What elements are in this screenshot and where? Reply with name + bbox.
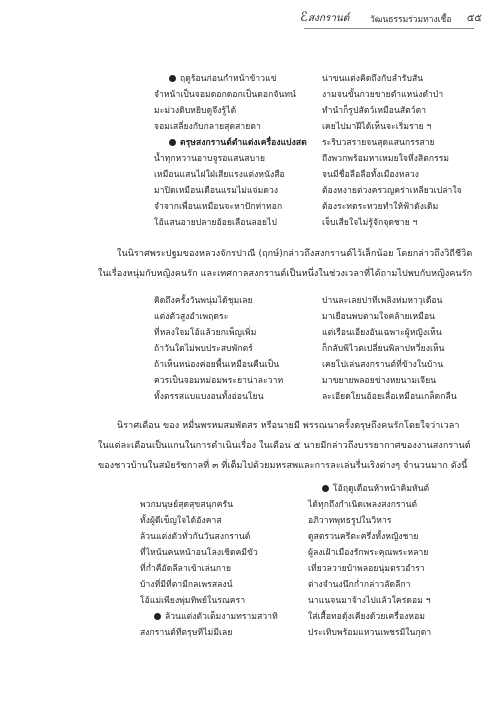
poem-line: โอ้แม่เพียงพุ่มทิพย์ในรณครา	[140, 596, 246, 606]
poem-line: ควรเป็นจอมหม่อมพระยาน่าละวาท	[154, 376, 284, 386]
poem-line: โอ้ฤดูเดือนห้าหน้าคิมหันต์	[322, 484, 429, 495]
paragraph-line: นิราศเดือน ของ หมื่นพรหมสมพัตสร หรือนายมี พรรณนาครั้งตรุษถึงคนรักโดยใจว่าเวลา	[117, 421, 460, 431]
poem-line: มาปิดเหมือนเดือนแรมไม่แจ่มดวง	[154, 186, 279, 196]
poem-line: ฤดูร้อนก่อนกำหน้าข้าวแข่	[169, 74, 277, 85]
poem-line: ที่ไหน้นคนหน้าอนโลงเชิดคมีขัว	[140, 548, 258, 558]
poem-line: พวกมนุษย์สุดสุขสนุกครัน	[140, 500, 234, 510]
poem-line: ถ้าวันใดไม่พบประสบพักตร์	[154, 344, 253, 354]
poem-line: เที่ยวลวายบ้าพลอยนุ่มตรวอำรา	[308, 564, 425, 574]
poem-line: มะม่วงดิบหยิบดูจึงรู้ได้	[154, 106, 237, 116]
poem-line: มาขยายพลอยข่างหยนามเจียน	[322, 376, 437, 386]
page-number: ๕๕	[466, 13, 482, 24]
poem-line: ประเทิบพร้อมแหวนเพชรมีในกุดา	[308, 628, 432, 638]
bullet-icon	[154, 613, 161, 620]
poem-line: ก็กลับพิไวตเปลี่ยนพิลาปหวี่ยงเห็น	[322, 344, 445, 354]
poem-line: จำจากเพื่อนเหมือนจะหาปักท่าทอก	[154, 202, 283, 212]
poem-line: ล้วนแต่งตัวเต็มงามทรามสวาทิ	[154, 612, 278, 623]
poem-line: ที่หลงใจมโอ้แล้วยกเพ็ญเพิ่ม	[154, 328, 257, 338]
poem-line: จำหน้าเป็นจอมดอกดอกเป็นดอกจันทน์	[154, 90, 296, 100]
poem-line: สงกรานต์ทีตรุษทีไม่มีเลย	[140, 628, 233, 638]
poem-line: ถึงพวกพร้อมหาเหมยใจหึ่งสิตกรรม	[322, 154, 450, 164]
header-logo	[300, 10, 349, 26]
poem-line: งามจนขั้นกวยขายตำแหน่งดำป่า	[322, 90, 444, 100]
bullet-icon	[169, 75, 176, 82]
bullet-icon	[169, 139, 176, 146]
poem-line: เคยไปมาฝีได้เห็นจะเริ่มราย ฯ	[322, 122, 432, 132]
poem-line: ระริบวสรายจนสุดแสนกรรสาย	[322, 138, 435, 148]
poem-line: เหมือนแสนไฝใฝ่เสียแรงแต่งหนังสือ	[154, 170, 285, 180]
header-title: วัฒนธรรมร่วมทางเชื้อ	[370, 15, 452, 25]
poem-line: บ้างที่มีที่ตามีกลเพรสลงน์	[140, 580, 233, 590]
poem-line: น่าขนแต่งคิดถึงกับลำรับสัน	[322, 74, 424, 84]
poem-line: เคยโปเล่นสงกรานต์ที่ข้างในบ้าน	[322, 360, 444, 370]
poem-line: โอ้แสนอายปลายอ้อยเลือนลอยไป	[154, 218, 277, 228]
paragraph-line: ในแต่ละเดือนเป็นแกนในการดำเนินเรื่อง ในเดือน ๕ นายมีกล่าวถึงบรรยากาศของงานสงกรานต์	[98, 441, 471, 451]
poem-line: แต่งตัวสูงอำเพฤดระ	[154, 312, 229, 322]
poem-line: ตรุษสงกรานต์ตำแต่งเครื่องแบ่งสด	[169, 138, 307, 149]
poem-line: จนมีชื่อลือลือทั้งเมืองหลวง	[322, 170, 420, 180]
poem-line: ทำนำก็รูปสัตว์เหมือนสัตว์ตา	[322, 106, 427, 116]
poem-line: เจ็บเสียใจไม่รู้จักจุดชาย ฯ	[322, 218, 418, 228]
poem-line: ต้องหงายต่วงครวญคร่าเหลียวเปล่าใจ	[322, 186, 462, 196]
poem-line: มาเยือนพบตามใจคล้ายเหมือน	[322, 312, 436, 322]
poem-line: ต้องระทดระทวยทำให้ฟ้าดังเดิม	[322, 202, 439, 212]
paragraph-line: ของชาวบ้านในสมัยรัชกาลที่ ๓ ที่เต็มไปด้วยมหรสพและการละเล่นรื่นเริงต่างๆ จำนวนมาก ดังนี้	[98, 461, 468, 471]
paragraph-line: ในนิราศพระปฐมของหลวงจักรปาณี (ฤกษ์)กล่าวถึงสงกรานต์ไว้เล็กน้อย โดยกล่าวถึงวิถีชีวิต	[117, 249, 473, 259]
poem-line: ทั้งตรรสแบแบงอนทั้งอ่อนโยน	[154, 392, 264, 402]
poem-line: ถ้าเห็นหน่องค่อยพื้นเหมือนคืนเป็น	[154, 360, 280, 370]
poem-line: น้ำทุกหวานอาบจูรอแสนสบาย	[154, 154, 266, 164]
poem-line: คิดถึงครั้งวันพนุ่มได้ชุมเลย	[154, 296, 253, 306]
poem-line: นาแนจนมาจ้างไปแล้วใคร่ดอม ฯ	[308, 596, 431, 606]
poem-line: ต่างจำนงนึกก่ำกล่าวลัดลีกา	[308, 580, 411, 590]
poem-line: ล้วนแต่งตัวทั่วกันวันสงกรานต์	[140, 532, 251, 542]
running-header	[300, 8, 488, 30]
poem-line: ทั้งผู้ดีเข็ญใจได้อังคาส	[140, 516, 222, 526]
poem-line: อภิวาทพุทธรูปในวิหาร	[308, 516, 392, 526]
poem-line: ที่ก่ำคือัดลีลาเข้าเล่นกาย	[140, 564, 232, 574]
poem-line: ใส่เสื้อทอดุ้งเคียงด้วยเครื่องหอม	[308, 612, 426, 622]
header-divider	[304, 28, 474, 29]
poem-line: ดูสตรวนครีตะครึ่งทั้งหญิงชาย	[308, 532, 419, 542]
poem-line: แต่เรือนเอียงอันเฉพาะผู้หญิงเห็น	[322, 328, 442, 338]
poem-line: ผู้ลงเฝ้าเมืองรักพระคุณพระหลาย	[308, 548, 429, 558]
paragraph-line: ในเรื่องหนุ่มกับหญิงคนรัก และเทศกาลสงกรานต์เป็นหนึ่งในช่วงเวลาที่ได้ถามไปพบกับหญิงคนรัก	[98, 269, 473, 279]
poem-line: ละเอียดโยนอ้อยเลื่อเหมือนเกล็ดกลืน	[322, 392, 457, 402]
poem-line: ปานละเลยปาทีเพลิงห่มหาวุเดือน	[322, 296, 443, 306]
header-logo-text: สงกรานต์	[307, 13, 350, 24]
bullet-icon	[322, 485, 329, 492]
poem-line: จอมเสลี่ยงกับกลายสุดสายตา	[154, 122, 261, 132]
poem-line: ได้ทุกถึงกำเนิดเพลงสงกรานต์	[308, 500, 418, 510]
swirl-ornament-icon: ℰ	[300, 10, 308, 25]
